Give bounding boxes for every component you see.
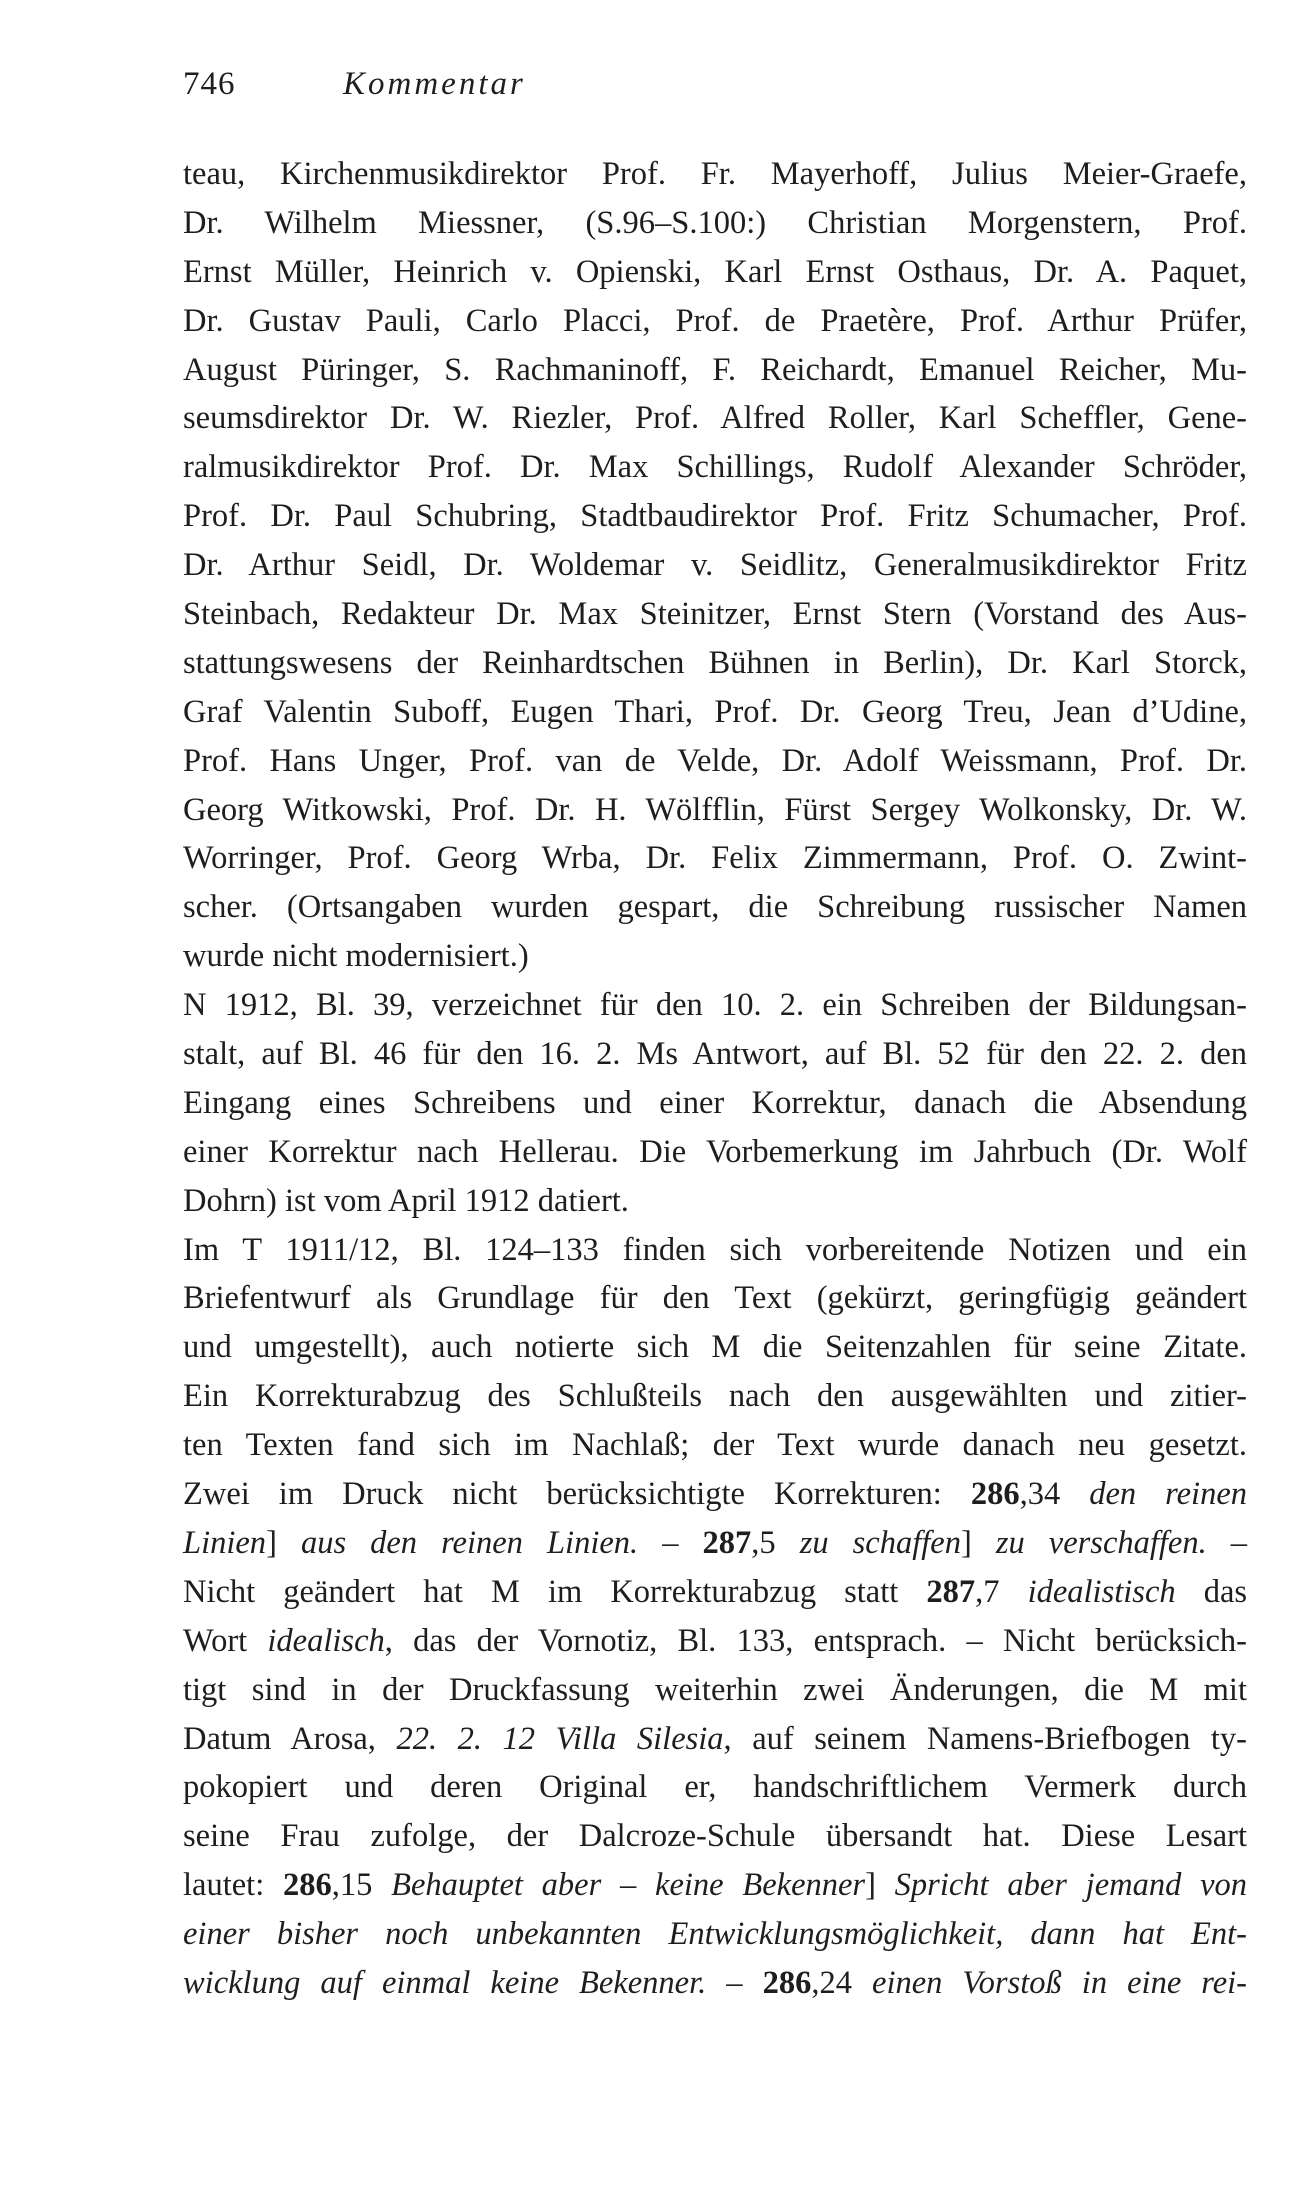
text-line xyxy=(183,1421,1247,1470)
text-segment: Ein Korrekturabzug des Schlußteils nach den ausgewählten und zitier- xyxy=(183,1378,1247,1415)
text-line xyxy=(183,1812,1247,1861)
commentary-text xyxy=(183,150,1247,2008)
text-line xyxy=(183,1959,1247,2008)
text-line xyxy=(183,1030,1247,1079)
text-line xyxy=(183,541,1247,590)
quoted-text: wicklung auf einmal keine Bekenner. xyxy=(183,1964,707,2001)
text-segment: ,24 xyxy=(811,1964,873,2001)
text-segment: – xyxy=(638,1524,703,1561)
text-line xyxy=(183,1177,1247,1226)
text-segment: stattungswesens der Reinhardtschen Bühnen in Berlin), Dr. Karl Storck, xyxy=(183,644,1247,681)
text-line xyxy=(183,981,1247,1030)
text-line xyxy=(183,492,1247,541)
text-segment: Im T 1911/12, Bl. 124–133 finden sich vorbereitende Notizen und ein xyxy=(183,1231,1247,1268)
text-line xyxy=(183,248,1247,297)
text-line xyxy=(183,199,1247,248)
quoted-text: zu verschaffen. xyxy=(995,1524,1207,1561)
text-line xyxy=(183,1666,1247,1715)
text-segment: ,7 xyxy=(975,1573,1028,1610)
text-segment: ,34 xyxy=(1019,1476,1090,1513)
text-segment: Nicht geändert hat M im Korrekturabzug statt xyxy=(183,1573,927,1610)
page-number: 746 xyxy=(183,66,236,102)
line-reference: 286 xyxy=(283,1867,332,1904)
text-segment: , auf seinem Namens-Briefbogen ty- xyxy=(723,1720,1247,1757)
text-segment: ] xyxy=(865,1867,895,1904)
text-segment: wurde nicht modernisiert.) xyxy=(183,938,529,975)
text-segment: pokopiert und deren Original er, handschriftlichem Vermerk durch xyxy=(183,1769,1247,1806)
text-segment: , das der Vornotiz, Bl. 133, entsprach. – Nicht berücksich- xyxy=(384,1622,1247,1659)
text-segment: Zwei im Druck nicht berücksichtigte Korrekturen: xyxy=(183,1476,971,1513)
text-line xyxy=(183,1079,1247,1128)
text-segment: Worringer, Prof. Georg Wrba, Dr. Felix Zimmermann, Prof. O. Zwint- xyxy=(183,840,1247,877)
text-segment: – xyxy=(706,1964,763,2001)
text-segment: einer Korrektur nach Hellerau. Die Vorbemerkung im Jahrbuch (Dr. Wolf xyxy=(183,1133,1247,1170)
quoted-text: den reinen xyxy=(1089,1476,1248,1513)
text-segment: Ernst Müller, Heinrich v. Opienski, Karl Ernst Osthaus, Dr. A. Paquet, xyxy=(183,253,1247,290)
text-line xyxy=(183,883,1247,932)
text-segment: August Püringer, S. Rachmaninoff, F. Reichardt, Emanuel Reicher, Mu- xyxy=(183,351,1247,388)
text-segment: ten Texten fand sich im Nachlaß; der Text wurde danach neu gesetzt. xyxy=(183,1427,1247,1464)
text-segment: Prof. Dr. Paul Schubring, Stadtbaudirektor Prof. Fritz Schumacher, Prof. xyxy=(183,498,1247,535)
text-segment: Dr. Arthur Seidl, Dr. Woldemar v. Seidlitz, Generalmusikdirektor Fritz xyxy=(183,547,1247,584)
text-segment: Dohrn) ist vom April 1912 datiert. xyxy=(183,1182,629,1219)
text-line xyxy=(183,1470,1247,1519)
text-line xyxy=(183,1861,1247,1910)
text-line xyxy=(183,1763,1247,1812)
quoted-text: 22. 2. 12 Villa Silesia xyxy=(396,1720,724,1757)
text-line xyxy=(183,1274,1247,1323)
quoted-text: einer bisher noch unbekannten Entwicklungsmöglichkeit, dann hat Ent- xyxy=(183,1916,1247,1953)
line-reference: 287 xyxy=(926,1573,976,1610)
text-line xyxy=(183,1323,1247,1372)
text-segment: scher. (Ortsangaben wurden gespart, die Schreibung russischer Namen xyxy=(183,889,1247,926)
quoted-text: Behauptet aber – keine Bekenner xyxy=(391,1867,866,1904)
text-line xyxy=(183,1617,1247,1666)
text-line xyxy=(183,346,1247,395)
text-segment: Dr. Gustav Pauli, Carlo Placci, Prof. de Praetère, Prof. Arthur Prüfer, xyxy=(183,302,1247,339)
text-segment: Dr. Wilhelm Miessner, (S.96–S.100:) Christian Morgenstern, Prof. xyxy=(183,204,1247,241)
text-segment: Datum Arosa, xyxy=(183,1720,397,1757)
quoted-text: zu schaffen xyxy=(799,1524,961,1561)
text-segment: – xyxy=(1206,1524,1248,1561)
text-segment: teau, Kirchenmusikdirektor Prof. Fr. Mayerhoff, Julius Meier-Graefe, xyxy=(183,156,1247,192)
text-segment: Briefentwurf als Grundlage für den Text (gekürzt, geringfügig geändert xyxy=(183,1280,1247,1317)
text-line xyxy=(183,1128,1247,1177)
text-segment: ralmusikdirektor Prof. Dr. Max Schillings, Rudolf Alexander Schröder, xyxy=(183,449,1247,486)
line-reference: 287 xyxy=(702,1524,752,1561)
text-line xyxy=(183,1372,1247,1421)
text-segment: N 1912, Bl. 39, verzeichnet für den 10. 2. ein Schreiben der Bildungsan- xyxy=(183,987,1247,1024)
text-segment: ] xyxy=(960,1524,996,1561)
text-segment: lautet: xyxy=(183,1867,283,1904)
text-line xyxy=(183,1715,1247,1764)
text-segment: tigt sind in der Druckfassung weiterhin zwei Änderungen, die M mit xyxy=(183,1671,1247,1708)
text-line xyxy=(183,394,1247,443)
text-segment: Georg Witkowski, Prof. Dr. H. Wölfflin, Fürst Sergey Wolkonsky, Dr. W. xyxy=(183,791,1247,828)
text-segment: seine Frau zufolge, der Dalcroze-Schule übersandt hat. Diese Lesart xyxy=(183,1818,1247,1855)
quoted-text: Spricht aber jemand von xyxy=(894,1867,1248,1904)
text-segment: Graf Valentin Suboff, Eugen Thari, Prof. Dr. Georg Treu, Jean d’Udine, xyxy=(183,693,1247,730)
text-segment: das xyxy=(1175,1573,1248,1610)
text-line xyxy=(183,1226,1247,1275)
line-reference: 286 xyxy=(762,1964,812,2001)
text-segment: Wort xyxy=(183,1622,268,1659)
quoted-text: einen Vorstoß in eine rei- xyxy=(872,1964,1248,2001)
quoted-text: idealistisch xyxy=(1027,1573,1176,1610)
text-segment: und umgestellt), auch notierte sich M die Seitenzahlen für seine Zitate. xyxy=(183,1329,1247,1366)
text-line xyxy=(183,297,1247,346)
text-line xyxy=(183,150,1247,199)
text-segment: ] xyxy=(266,1524,301,1561)
running-title: Kommentar xyxy=(343,66,526,102)
line-reference: 286 xyxy=(970,1476,1020,1513)
text-line xyxy=(183,786,1247,835)
text-line xyxy=(183,688,1247,737)
quoted-text: idealisch xyxy=(267,1622,385,1659)
text-line xyxy=(183,639,1247,688)
text-line xyxy=(183,834,1247,883)
text-line xyxy=(183,932,1247,981)
quoted-text: Linien xyxy=(183,1524,267,1561)
text-line xyxy=(183,1519,1247,1568)
text-segment: seumsdirektor Dr. W. Riezler, Prof. Alfred Roller, Karl Scheffler, Gene- xyxy=(183,400,1247,437)
text-line xyxy=(183,590,1247,639)
text-line xyxy=(183,1568,1247,1617)
text-segment: Eingang eines Schreibens und einer Korrektur, danach die Absendung xyxy=(183,1084,1247,1121)
text-segment: Prof. Hans Unger, Prof. van de Velde, Dr. Adolf Weissmann, Prof. Dr. xyxy=(183,742,1247,779)
text-segment: Steinbach, Redakteur Dr. Max Steinitzer, Ernst Stern (Vorstand des Aus- xyxy=(183,596,1247,633)
text-line xyxy=(183,443,1247,492)
text-segment: stalt, auf Bl. 46 für den 16. 2. Ms Antwort, auf Bl. 52 für den 22. 2. den xyxy=(183,1036,1247,1073)
quoted-text: aus den reinen Linien. xyxy=(300,1524,639,1561)
text-segment: ,15 xyxy=(331,1867,392,1904)
text-line xyxy=(183,737,1247,786)
text-line xyxy=(183,1910,1247,1959)
text-segment: ,5 xyxy=(751,1524,800,1561)
